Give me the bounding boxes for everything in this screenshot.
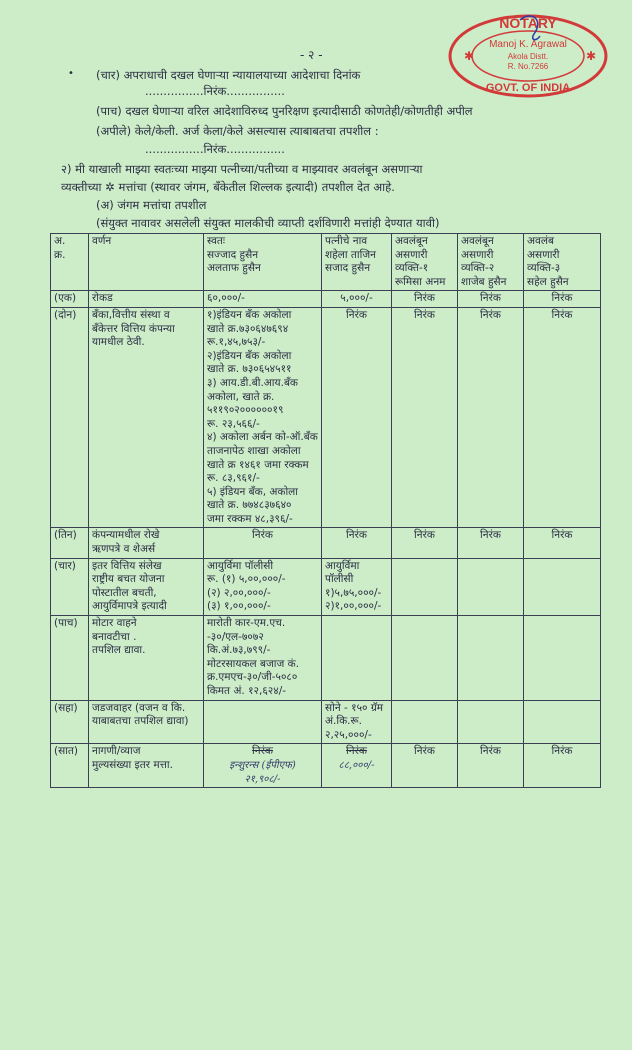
header-dependent-1: अवलंबून असणारी व्यक्ति-१ रूमिसा अनम — [392, 234, 458, 291]
table-row — [51, 558, 601, 615]
header-dependent-3: अवलंब असणारी व्यक्ति-३ सहेल हुसैन — [524, 234, 601, 291]
row-description: रोकड — [89, 291, 204, 308]
header-self: स्वतः सज्जाद हुसैन अलताफ हुसैन — [204, 234, 322, 291]
table-row — [51, 616, 601, 701]
row-dependent-2-value — [458, 700, 524, 744]
bullet-mark: • — [68, 68, 74, 79]
row-dependent-1-value: निरंक — [392, 528, 458, 558]
row-description: नागणी/व्याज मुल्यसंख्या इतर मत्ता. — [89, 744, 204, 788]
row-serial: (सात) — [51, 744, 89, 788]
row-dependent-2-value — [458, 558, 524, 615]
stamp-place-text: Akola Distt. — [507, 52, 549, 61]
header-dependent-2: अवलंबून असणारी व्यक्ति-२ शाजेब हुसैन — [458, 234, 524, 291]
movable-assets-heading: (अ) जंगम मत्तांचा तपशील — [96, 198, 207, 212]
item-five-value: ................निरंक................ — [145, 142, 285, 156]
row-self-value — [204, 700, 322, 744]
header-serial: अ. क्र. — [51, 234, 89, 291]
row-wife-value: ५,०००/- — [322, 291, 392, 308]
section-two-text: २) मी याखाली माझ्या स्वतःच्या माझ्या पत्नीच्या/पतीच्या व माझ्यावर अवलंबून असणाऱ्या — [61, 162, 423, 176]
row-self-value: १)इंडियन बँक अकोला खाते क्र.७३०६४७६९४ रू.१,४५,७५३/- २)इंडियन बँक अकोला खाते क्र. ७३०६५४५११ ३) आय.डी.बी.आय.बँक अकोला, खाते क्र. ५११९०२००००००१९ रू. २३,५६६/- ४) अकोला अर्बन को-ऑ.बँक ताजनापेठ शाखा अकोला खाते क्र १४६१ जमा रक्कम रू. ८३,९६१/- ५) इंडियन बँक, अकोला खाते क्र. ७७४८३७६४० जमा रक्कम ४८,३९६/- — [204, 307, 322, 528]
assets-table — [50, 233, 601, 788]
row-self-value: आयुर्विमा पॉलीसी रू. (१) ५,००,०००/- (२) २,००,०००/- (३) १,००,०००/- — [204, 558, 322, 615]
row-description: कंपन्यामधील रोखे ऋणपत्रे व शेअर्स — [89, 528, 204, 558]
table-header-row — [51, 234, 601, 291]
stamp-bottom-text: GOVT. OF INDIA — [485, 82, 571, 94]
header-description: वर्णन — [89, 234, 204, 291]
row-dependent-2-value — [458, 616, 524, 701]
stamp-star-icon: ✱ — [464, 49, 475, 63]
row-serial: (सहा) — [51, 700, 89, 744]
row-self-value: ६०,०००/- — [204, 291, 322, 308]
row-description: बँका,वित्तीय संस्था व बँकेत्तर वित्तिय कंपन्या यामधील ठेवी. — [89, 307, 204, 528]
notary-stamp — [446, 12, 610, 100]
row-wife-value: निरंक — [322, 528, 392, 558]
row-wife-value: आयुर्विमा पॉलीसी १)५,७५,०००/- २)१,००,०००/- — [322, 558, 392, 615]
handwritten-self-value: इन्शुरन्स (ईपीएफ) २१,९०८/- — [229, 759, 296, 785]
table-row — [51, 700, 601, 744]
row-dependent-1-value — [392, 700, 458, 744]
section-two-text-cont: व्यक्तीच्या ✲ मत्तांचा (स्थावर जंगम, बँकेतील शिल्लक इत्यादी) तपशील देत आहे. — [61, 180, 395, 194]
row-wife-value: निरंक — [322, 307, 392, 528]
row-description: जडजवाहर (वजन व कि. याबाबतचा तपशिल द्यावा) — [89, 700, 204, 744]
row-serial: (पाच) — [51, 616, 89, 701]
row-dependent-3-value — [524, 616, 601, 701]
row-dependent-3-value: निरंक — [524, 291, 601, 308]
row-dependent-1-value — [392, 558, 458, 615]
row-serial: (तिन) — [51, 528, 89, 558]
stamp-star-icon: ✱ — [586, 49, 597, 63]
joint-assets-note: (संयुक्त नावावर असलेली संयुक्त मालकीची व्याप्ती दर्शविणारी मत्तांही देण्यात यावी) — [96, 216, 440, 230]
row-description: मोटार वाहने बनावटीचा . तपशिल द्यावा. — [89, 616, 204, 701]
row-dependent-3-value: निरंक — [524, 307, 601, 528]
row-dependent-1-value: निरंक — [392, 744, 458, 788]
row-dependent-2-value: निरंक — [458, 307, 524, 528]
table-row — [51, 291, 601, 308]
stamp-top-text: NOTARY — [499, 15, 557, 31]
handwritten-wife-value: ८८,०००/- — [338, 759, 375, 771]
row-dependent-2-value: निरंक — [458, 291, 524, 308]
row-self-value: मारोती कार-एम.एच. -३०/एल-७०७२ कि.अं.७३,७९९/- मोटरसायकल बजाज कं. क्र.एमएच-३०/जी-५०८० किमत अं. १२,६२४/- — [204, 616, 322, 701]
table-row — [51, 528, 601, 558]
row-serial: (चार) — [51, 558, 89, 615]
stamp-reg-text: R. No.7266 — [507, 62, 549, 71]
row-wife-value — [322, 616, 392, 701]
header-wife: पत्नीचे नाव शहेला ताजिन सजाद हुसैन — [322, 234, 392, 291]
item-four-value: ................निरंक................ — [145, 84, 285, 98]
row-self-value: निरंक — [204, 528, 322, 558]
row-description: इतर वित्तिय संलेख राष्ट्रीय बचत योजना पोस्टातील बचती, आयुर्विमापत्रे इत्यादी — [89, 558, 204, 615]
row-serial: (दोन) — [51, 307, 89, 528]
table-row — [51, 744, 601, 788]
row-dependent-2-value: निरंक — [458, 744, 524, 788]
row-self-cell — [204, 744, 322, 788]
item-five-text: (पाच) दखल घेणाऱ्या वरिल आदेशाविरुध्द पुनरिक्षण इत्यादीसाठी कोणतेही/कोणतीही अपील — [96, 104, 473, 118]
row-dependent-1-value — [392, 616, 458, 701]
stamp-name-text: Manoj K. Agrawal — [489, 39, 567, 50]
table-row — [51, 307, 601, 528]
row-serial: (एक) — [51, 291, 89, 308]
page-number: - २ - — [300, 48, 323, 62]
row-dependent-3-value — [524, 700, 601, 744]
item-four-text: (चार) अपराधाची दखल घेणाऱ्या न्यायालयाच्या आदेशाचा दिनांक — [96, 68, 361, 82]
row-wife-value: सोने - १५० ग्रॅम अं.कि.रू. २,२५,०००/- — [322, 700, 392, 744]
item-five-text-cont: (अपीले) केले/केली. अर्ज केला/केले असल्यास त्याबाबतचा तपशील : — [96, 124, 379, 138]
row-dependent-1-value: निरंक — [392, 307, 458, 528]
row-wife-value: निरंक — [346, 745, 367, 758]
row-dependent-3-value: निरंक — [524, 744, 601, 788]
row-self-value: निरंक — [252, 745, 273, 758]
row-dependent-3-value: निरंक — [524, 528, 601, 558]
row-dependent-1-value: निरंक — [392, 291, 458, 308]
row-dependent-2-value: निरंक — [458, 528, 524, 558]
row-wife-cell — [322, 744, 392, 788]
row-dependent-3-value — [524, 558, 601, 615]
